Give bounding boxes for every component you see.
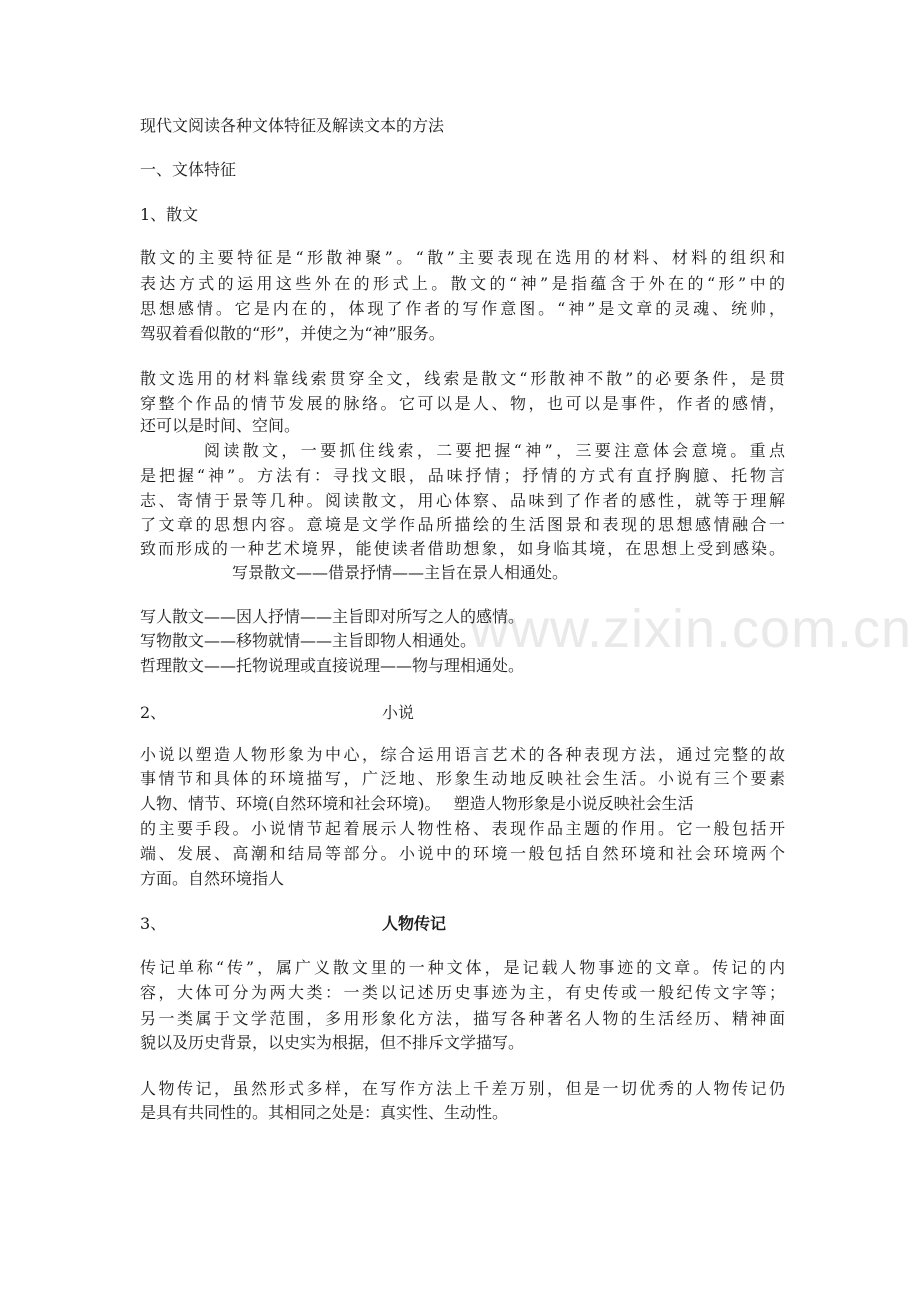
subsection-heading-novel: 小说 [382,703,415,722]
paragraph-line: 思想感情。它是内在的，体现了作者的写作意图。“神”是文章的灵魂、统帅， [140,299,785,318]
paragraph-line: 的主要手段。小说情节起着展示人物性格、表现作品主题的作用。它一般包括开 [140,819,785,838]
paragraph-line: 是把握“神”。方法有：寻找文眼，品味抒情；抒情的方式有直抒胸臆、托物言 [140,466,785,485]
paragraph-line: 还可以是时间、空间。 [140,416,301,435]
subsection-heading-biography: 人物传记 [382,914,447,933]
paragraph-line: 穿整个作品的情节发展的脉络。它可以是人、物，也可以是事件，作者的感情， [140,394,785,413]
prose-type-item: 哲理散文——托物说理或直接说理——物与理相通处。 [140,656,525,675]
paragraph-line: 散文的主要特征是“形散神聚”。“散”主要表现在选用的材料、材料的组织和 [140,248,785,267]
paragraph-line: 容，大体可分为两大类：一类以记述历史事迹为主，有史传或一般纪传文字等； [140,983,785,1002]
paragraph-line: 传记单称“传”，属广义散文里的一种文体，是记载人物事迹的文章。传记的内 [140,958,785,977]
subsection-number: 2、 [140,703,167,722]
paragraph-line: 方面。自然环境指人 [140,869,285,888]
prose-type-item: 写人散文——因人抒情——主旨即对所写之人的感情。 [140,607,525,626]
paragraph-line: 表达方式的运用这些外在的形式上。散文的“神”是指蕴含于外在的“形”中的 [140,274,785,293]
paragraph-line: 人物、情节、环境(自然环境和社会环境)。 塑造人物形象是小说反映社会生活 [140,794,694,813]
prose-type-item: 写景散文——借景抒情——主旨在景人相通处。 [232,563,569,582]
paragraph-line: 另一类属于文学范围，多用形象化方法，描写各种著名人物的生活经历、精神面 [140,1009,785,1028]
subsection-number: 3、 [140,914,167,933]
paragraph-line: 人物传记，虽然形式多样，在写作方法上千差万别，但是一切优秀的人物传记仍 [140,1079,785,1098]
paragraph-line: 阅读散文，一要抓住线索，二要把握“神”，三要注意体会意境。重点 [204,441,785,460]
paragraph-line: 了文章的思想内容。意境是文学作品所描绘的生活图景和表现的思想感情融合一 [140,515,785,534]
paragraph-line: 驾驭着看似散的“形”，并使之为“神”服务。 [140,324,445,343]
paragraph-line: 小说以塑造人物形象为中心，综合运用语言艺术的各种表现方法，通过完整的故 [140,745,785,764]
paragraph-line: 端、发展、高潮和结局等部分。小说中的环境一般包括自然环境和社会环境两个 [140,844,785,863]
prose-type-item: 写物散文——移物就情——主旨即物人相通处。 [140,631,477,650]
document-title: 现代文阅读各种文体特征及解读文本的方法 [140,116,445,135]
paragraph-line: 貌以及历史背景，以史实为根据，但不排斥文学描写。 [140,1033,525,1052]
section-heading: 一、文体特征 [140,160,237,179]
paragraph-line: 志、寄情于景等几种。阅读散文，用心体察、品味到了作者的感性，就等于理解 [140,491,785,510]
paragraph-line: 致而形成的一种艺术境界，能使读者借助想象，如身临其境，在思想上受到感染。 [140,539,785,558]
paragraph-line: 散文选用的材料靠线索贯穿全文，线索是散文“形散神不散”的必要条件，是贯 [140,369,785,388]
paragraph-line: 是具有共同性的。其相同之处是：真实性、生动性。 [140,1103,509,1122]
subsection-heading-prose: 1、散文 [140,205,199,224]
paragraph-line: 事情节和具体的环境描写，广泛地、形象生动地反映社会生活。小说有三个要素 [140,769,785,788]
watermark: www.zixin.com.cn [470,599,913,659]
